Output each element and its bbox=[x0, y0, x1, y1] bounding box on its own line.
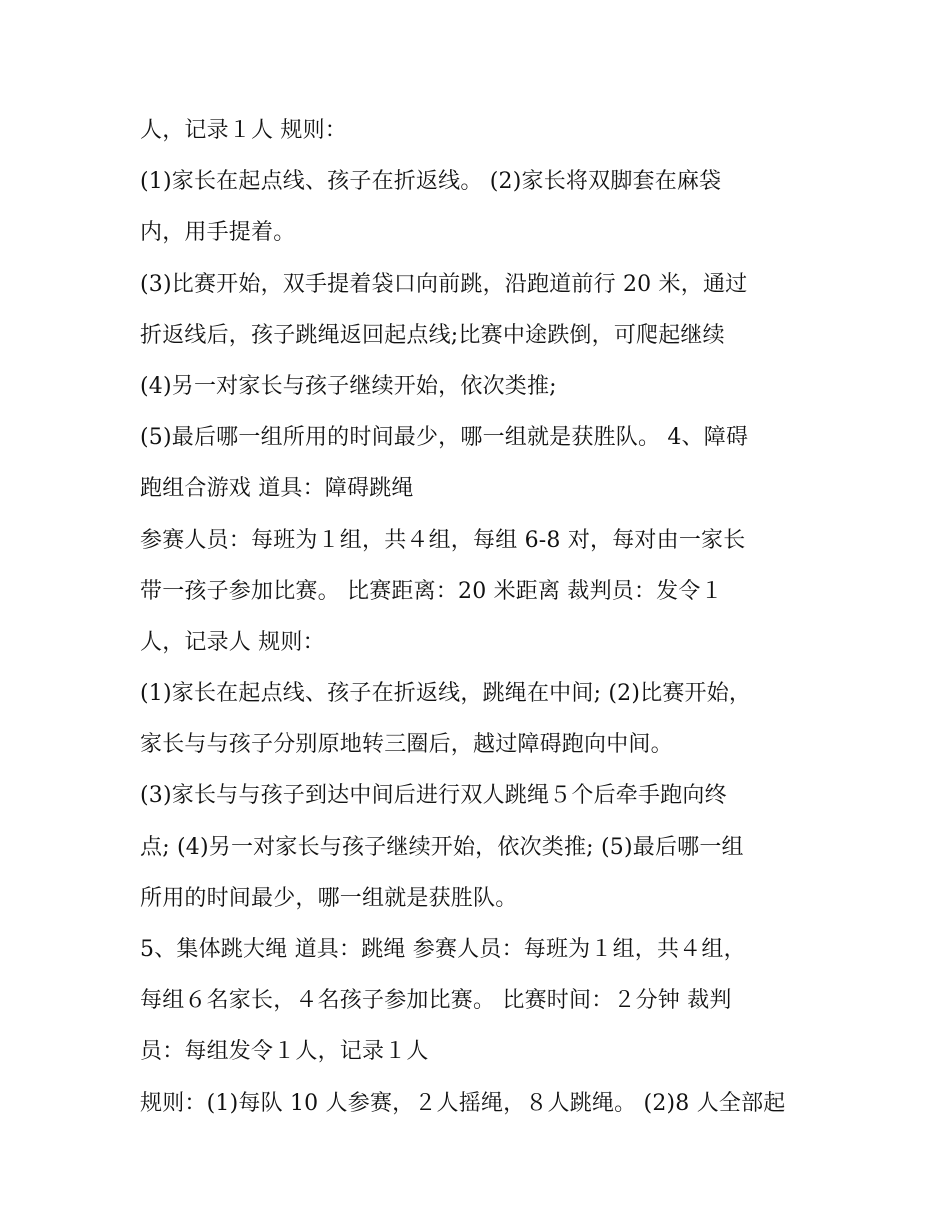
text-line: (1)家长在起点线、孩子在折返线。 (2)家长将双脚套在麻袋 bbox=[140, 169, 722, 195]
text-line: (3)家长与与孩子到达中间后进行双人跳绳５个后牵手跑向终 bbox=[140, 783, 727, 809]
text-line: 人，记录人 规则： bbox=[140, 629, 325, 655]
text-line: 带一孩子参加比赛。 比赛距离：20 米距离 裁判员：发令１ bbox=[140, 578, 723, 604]
body-text bbox=[140, 105, 840, 1129]
text-line: 跑组合游戏 道具：障碍跳绳 bbox=[140, 476, 414, 502]
text-line: 每组６名家长，４名孩子参加比赛。 比赛时间：２分钟 裁判 bbox=[140, 988, 732, 1014]
text-line: (5)最后哪一组所用的时间最少，哪一组就是获胜队。 4、障碍 bbox=[140, 425, 749, 451]
text-line: 所用的时间最少，哪一组就是获胜队。 bbox=[140, 885, 518, 911]
text-line: (3)比赛开始，双手提着袋口向前跳，沿跑道前行 20 米，通过 bbox=[140, 271, 748, 297]
text-line: 员：每组发令１人，记录１人 bbox=[140, 1039, 429, 1065]
text-line: 家长与与孩子分别原地转三圈后，越过障碍跑向中间。 bbox=[140, 732, 673, 758]
text-line: 点; (4)另一对家长与孩子继续开始，依次类推; (5)最后哪一组 bbox=[140, 834, 744, 860]
text-line: 内，用手提着。 bbox=[140, 220, 296, 246]
text-line: 规则：(1)每队 10 人参赛，２人摇绳，８人跳绳。 (2)8 人全部起 bbox=[140, 1090, 786, 1116]
text-line: 人，记录１人 规则： bbox=[140, 118, 347, 143]
text-line: (1)家长在起点线、孩子在折返线，跳绳在中间; (2)比赛开始， bbox=[140, 681, 752, 707]
text-line: 参赛人员：每班为１组，共４组，每组 6-8 对，每对由一家长 bbox=[140, 527, 746, 553]
text-line: 5、集体跳大绳 道具：跳绳 参赛人员：每班为１组，共４组， bbox=[140, 937, 746, 962]
text-line: (4)另一对家长与孩子继续开始，依次类推; bbox=[140, 373, 557, 399]
text-line: 折返线后，孩子跳绳返回起点线;比赛中途跌倒，可爬起继续 bbox=[140, 322, 725, 348]
